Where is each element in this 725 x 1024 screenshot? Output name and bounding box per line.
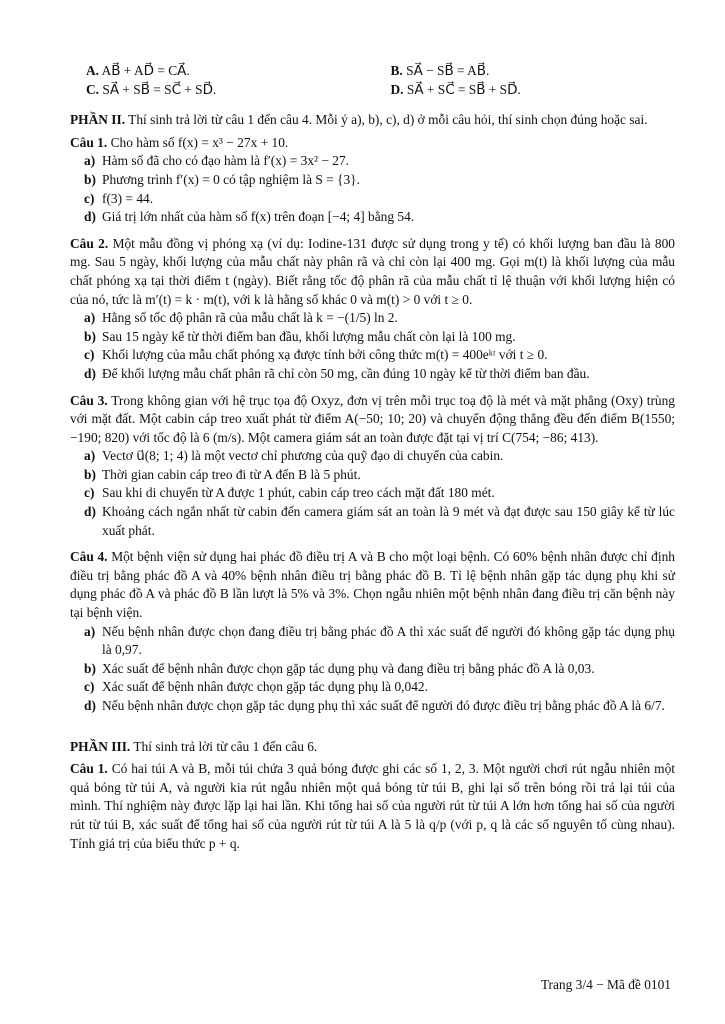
statement-a: [84, 309, 675, 328]
statement-a: [84, 623, 675, 660]
option-b: B. SA⃗ − SB⃗ = AB⃗.: [390, 63, 490, 78]
statement-label: a): [84, 448, 96, 464]
question-4: [70, 548, 675, 715]
question-text: Có hai túi A và B, mỗi túi chứa 3 quả bóng được ghi các số 1, 2, 3. Một người chơi rút ngẫu nhiên một quả bóng từ túi A, và người kia rút ngẫu nhiên một quả bóng từ túi B, ghi lại số trên bóng rồi trả lại túi của mình. Thí nghiệm này được lặp lại hai lần. Khi tổng hai số của người rút từ túi A lớn hơn tổng hai số của người rút từ túi B, xác suất để tổng hai số của người rút từ túi A là 5 là q/p (với p, q là các số nguyên tố cùng nhau). Tính giá trị của biểu thức p + q.: [70, 761, 675, 851]
page-content: [70, 62, 675, 853]
question-2: [70, 235, 675, 384]
statement-d: [84, 697, 675, 716]
statement-label: d): [84, 365, 96, 381]
statement-text: Khoảng cách ngắn nhất từ cabin đến camera giám sát an toàn là 9 mét và đạt được sau 150 giây kể từ lúc xuất phát.: [102, 504, 675, 538]
part2-intro: Thí sinh trả lời từ câu 1 đến câu 4. Mỗi ý a), b), c), d) ở mỗi câu hỏi, thí sinh chọn đúng hoặc sai.: [128, 112, 648, 128]
question-3: [70, 392, 675, 541]
statement-label: c): [84, 190, 95, 206]
question-label: Câu 1.: [70, 761, 108, 777]
statement-label: a): [84, 623, 96, 639]
question-label: Câu 4.: [70, 549, 108, 565]
statement-b: [84, 328, 675, 347]
option-b-text: SA⃗ − SB⃗ = AB⃗.: [406, 63, 490, 78]
page-footer: Trang 3/4 − Mã đề 0101: [540, 977, 671, 992]
statement-text: Để khối lượng mẫu chất phân rã chỉ còn 50 mg, cần đúng 10 ngày kể từ thời điểm ban đầu.: [102, 365, 590, 381]
statement-text: Xác suất để bệnh nhân được chọn gặp tác dụng phụ và đang điều trị bằng phác đồ A là 0,03.: [102, 660, 595, 676]
statement-label: c): [84, 485, 95, 501]
statement-label: c): [84, 679, 95, 695]
answer-options: [86, 62, 675, 99]
option-c: C. SA⃗ + SB⃗ = SC⃗ + SD⃗.: [86, 81, 217, 97]
part3-header: [70, 738, 675, 757]
statement-label: b): [84, 466, 96, 482]
statement-text: Hằng số tốc độ phân rã của mẫu chất là k = −(1/5) ln 2.: [102, 310, 398, 326]
question-label: Câu 3.: [70, 392, 108, 408]
option-c-text: SA⃗ + SB⃗ = SC⃗ + SD⃗.: [102, 81, 217, 97]
statement-d: [84, 365, 675, 384]
statement-b: [84, 171, 675, 190]
statement-label: a): [84, 153, 96, 169]
statement-a: [84, 447, 675, 466]
statement-label: d): [84, 209, 96, 225]
question-text: Một mẫu đồng vị phóng xạ (ví dụ: Iodine-131 được sử dụng trong y tế) có khối lượng ban đầu là 800 mg. Sau 5 ngày, khối lượng của mẫu chất này phân rã và chỉ còn lại 400 mg. Gọi m(t) là khối lượng của mẫu chất phóng xạ tại thời điểm t (ngày). Biết rằng tốc độ phân rã của mẫu chất tỉ lệ thuận với khối lượng hiện có của nó, tức là m′(t) = k · m(t), với k là hằng số khác 0 và m(t) > 0 với t ≥ 0.: [70, 235, 675, 307]
statement-c: [84, 678, 675, 697]
statement-text: Vectơ u⃗(8; 1; 4) là một vectơ chỉ phương của quỹ đạo di chuyển của cabin.: [102, 448, 504, 464]
statement-d: [84, 208, 675, 227]
statement-c: [84, 346, 675, 365]
statement-label: c): [84, 347, 95, 363]
statement-text: Khối lượng của mẫu chất phóng xạ được tính bởi công thức m(t) = 400eᵏᵗ với t ≥ 0.: [102, 347, 548, 363]
statement-c: [84, 484, 675, 503]
statement-label: b): [84, 660, 96, 676]
part3-question: [70, 760, 675, 853]
statement-label: b): [84, 328, 96, 344]
statement-text: Nếu bệnh nhân được chọn gặp tác dụng phụ thì xác suất để người đó được điều trị bằng phác đồ A là 6/7.: [102, 698, 665, 713]
statement-d: [84, 503, 675, 540]
statement-label: b): [84, 171, 96, 187]
statement-text: Hàm số đã cho có đạo hàm là f′(x) = 3x² − 27.: [102, 153, 350, 169]
question-text: Một bệnh viện sử dụng hai phác đồ điều trị A và B cho một loại bệnh. Có 60% bệnh nhân được chỉ định điều trị bằng phác đồ A và 40% bệnh nhân điều trị bằng phác đồ B. Tỉ lệ bệnh nhân gặp tác dụng phụ khi sử dụng phác đồ A và phác đồ B lần lượt là 5% và 3%. Chọn ngẫu nhiên một bệnh nhân đang điều trị căn bệnh này tại bệnh viện.: [70, 549, 675, 621]
part2-questions: [70, 134, 675, 716]
statement-text: f(3) = 44.: [102, 190, 154, 206]
part2-title: PHẦN II.: [70, 112, 126, 128]
statement-text: Giá trị lớn nhất của hàm số f(x) trên đoạn [−4; 4] bằng 54.: [102, 209, 415, 225]
statement-a: [84, 152, 675, 171]
question-label: Câu 1.: [70, 134, 108, 150]
option-a: A. AB⃗ + AD⃗ = CA⃗.: [86, 63, 190, 78]
part3-intro: Thí sinh trả lời từ câu 1 đến câu 6.: [133, 738, 318, 754]
part2-header: [70, 111, 675, 130]
statement-b: [84, 660, 675, 679]
statement-c: [84, 190, 675, 209]
question-text: Trong không gian với hệ trục tọa độ Oxyz, đơn vị trên mỗi trục toạ độ là mét và mặt phẳng (Oxy) trùng với mặt đất. Một cabin cáp treo xuất phát từ điểm A(−50; 10; 20) và chuyển động thẳng đều đến điểm B(1550; −190; 820) với tốc độ là 6 (m/s). Một camera giám sát an toàn được đặt tại vị trí C(754; −86; 413).: [70, 392, 675, 445]
question-label: Câu 2.: [70, 235, 109, 251]
option-a-text: AB⃗ + AD⃗ = CA⃗.: [101, 63, 190, 78]
statement-b: [84, 466, 675, 485]
option-d-text: SA⃗ + SC⃗ = SB⃗ + SD⃗.: [406, 81, 521, 97]
question-text: Cho hàm số f(x) = x³ − 27x + 10.: [110, 134, 289, 150]
part3-title: PHẦN III.: [70, 738, 131, 754]
statement-label: a): [84, 310, 96, 326]
statement-text: Phương trình f′(x) = 0 có tập nghiệm là S = {3}.: [102, 171, 360, 187]
statement-text: Thời gian cabin cáp treo đi từ A đến B là 5 phút.: [102, 466, 361, 482]
statement-text: Nếu bệnh nhân được chọn đang điều trị bằng phác đồ A thì xác suất để người đó không gặp tác dụng phụ là 0,97.: [102, 623, 675, 658]
statement-text: Sau 15 ngày kể từ thời điểm ban đầu, khối lượng mẫu chất còn lại là 100 mg.: [102, 328, 516, 344]
question-1: [70, 134, 675, 227]
statement-text: Xác suất để bệnh nhân được chọn gặp tác dụng phụ là 0,042.: [102, 679, 428, 695]
statement-text: Sau khi di chuyển từ A được 1 phút, cabin cáp treo cách mặt đất 180 mét.: [102, 485, 495, 501]
statement-label: d): [84, 698, 96, 713]
statement-label: d): [84, 504, 96, 520]
option-d: D. SA⃗ + SC⃗ = SB⃗ + SD⃗.: [390, 81, 521, 97]
